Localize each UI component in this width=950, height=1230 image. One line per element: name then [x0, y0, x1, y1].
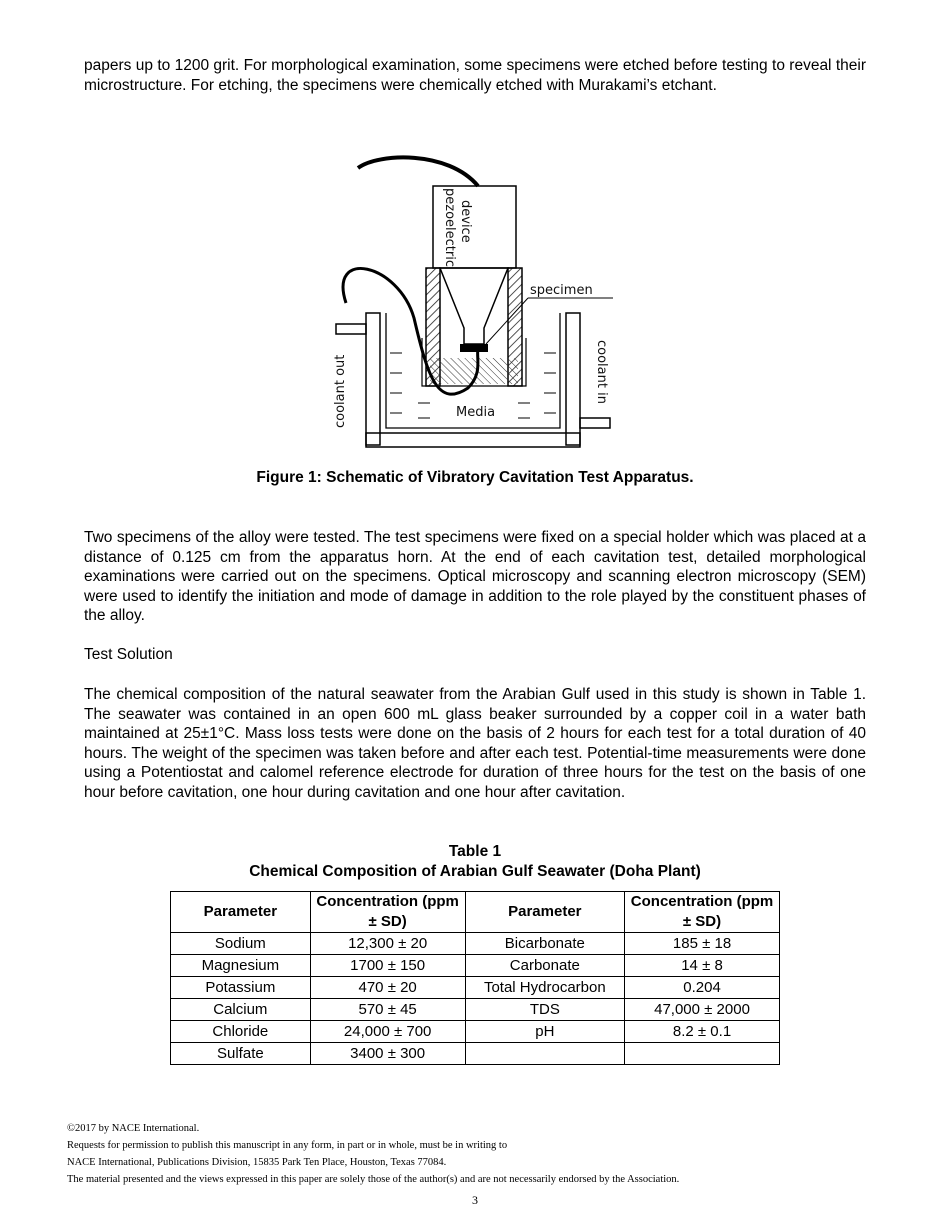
footer-line3: The material presented and the views expressed in this paper are solely those of the author(s) and are not necessarily endorsed by the Association. — [67, 1174, 680, 1185]
header-concentration-2: Concentration (ppm ± SD) — [625, 892, 780, 933]
paragraph-test-solution: The chemical composition of the natural seawater from the Arabian Gulf used in this study is shown in Table 1. The seawater was contained in an open 600 mL glass beaker surrounded by a copper coil in a water bath maintained at 25±1°C. Mass loss tests were done on the basis of 2 hours for each test for a total duration of 40 hours. The weight of the specimen was taken before and after each test. Potential-time measurements were done using a Potentiostat and calomel reference electrode for duration of three hours for the test on the basis of one hour before cavitation, one hour during cavitation and one hour after cavitation. — [84, 686, 866, 801]
footer-line1: Requests for permission to publish this manuscript in any form, in part or in whole, must be in writing to — [67, 1140, 508, 1151]
table-row: Chloride 24,000 ± 700 pH 8.2 ± 0.1 — [171, 1021, 780, 1043]
header-parameter-2: Parameter — [465, 892, 624, 933]
label-specimen: specimen — [530, 283, 593, 298]
table-row: Sodium 12,300 ± 20 Bicarbonate 185 ± 18 — [171, 933, 780, 955]
footer-copyright: ©2017 by NACE International. — [67, 1123, 200, 1134]
header-concentration: Concentration (ppm ± SD) — [310, 892, 465, 933]
figure-caption: Figure 1: Schematic of Vibratory Cavitation Test Apparatus. — [256, 469, 694, 486]
table-row: Sulfate 3400 ± 300 — [171, 1043, 780, 1065]
page-number: 3 — [472, 1193, 478, 1207]
table-row: Calcium 570 ± 45 TDS 47,000 ± 2000 — [171, 999, 780, 1021]
header-parameter: Parameter — [171, 892, 311, 933]
bath-wall-left — [366, 313, 380, 445]
label-device2: device — [458, 200, 473, 243]
horn — [440, 268, 508, 344]
composition-table — [170, 891, 780, 1065]
specimen-block — [460, 344, 488, 352]
section-heading: Test Solution — [84, 646, 173, 663]
cavitation-apparatus-figure — [318, 148, 628, 458]
signal-cable — [358, 157, 478, 186]
footer-line2: NACE International, Publications Division, 15835 Park Ten Place, Houston, Texas 77084. — [67, 1157, 447, 1168]
label-media: Media — [456, 405, 496, 420]
paragraph-specimens: Two specimens of the alloy were tested. The test specimens were fixed on a special holder which was placed at a distance of 0.125 cm from the apparatus horn. At the end of each cavitation test, detailed morphological examinations were carried out on the specimens. Optical microscopy and scanning electron microscopy (SEM) were used to identify the initiation and mode of damage in addition to the role played by the constituent phases of the alloy. — [84, 529, 866, 625]
label-coolant-out: coolant out — [333, 354, 348, 428]
intro-paragraph: papers up to 1200 grit. For morphological examination, some specimens were etched before testing to reveal their microstructure. For etching, the specimens were chemically etched with Murakami’s etchant. — [84, 57, 866, 94]
table-row: Potassium 470 ± 20 Total Hydrocarbon 0.204 — [171, 977, 780, 999]
table-row: Magnesium 1700 ± 150 Carbonate 14 ± 8 — [171, 955, 780, 977]
label-coolant-in: coolant in — [594, 340, 609, 404]
table-number: Table 1 — [448, 843, 502, 860]
bath-wall-right — [566, 313, 580, 445]
table-title: Chemical Composition of Arabian Gulf Seawater (Doha Plant) — [249, 863, 701, 880]
label-device: pezoelectric — [442, 188, 457, 267]
